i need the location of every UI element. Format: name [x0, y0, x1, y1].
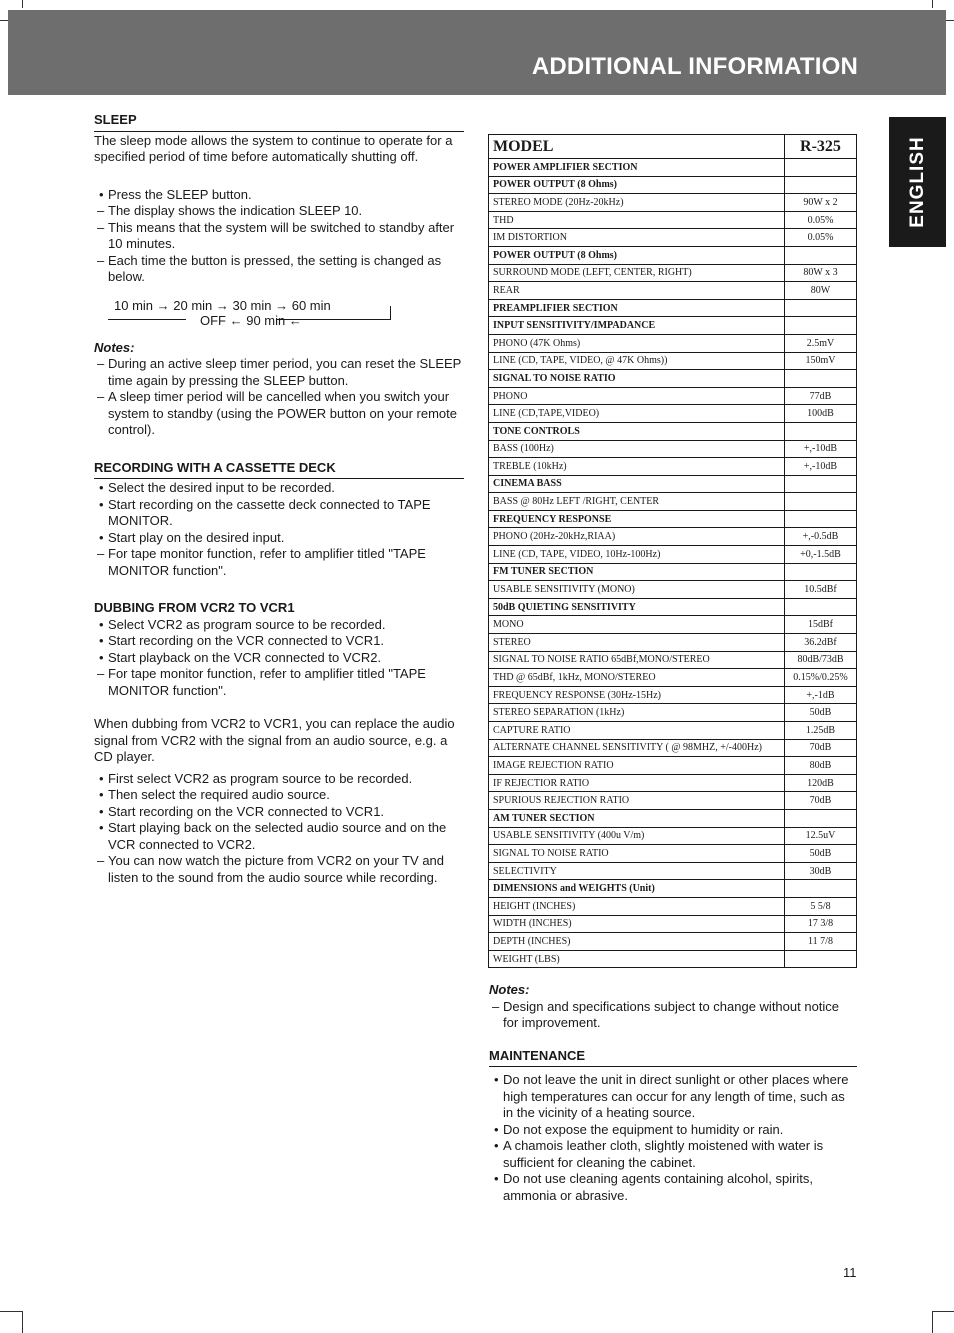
recording-section: [94, 460, 464, 580]
table-row: [489, 651, 857, 669]
list-item: – For tape monitor function, refer to amplifier titled "TAPE MONITOR function".: [94, 546, 464, 579]
list-item: • Start playback on the VCR connected to VCR2.: [94, 650, 464, 667]
sleep-cycle-diagram: [94, 298, 464, 330]
table-row: [489, 176, 857, 194]
model-label: MODEL: [489, 135, 785, 159]
spec-label: FREQUENCY RESPONSE: [489, 510, 785, 528]
list-item: • Do not expose the equipment to humidity or rain.: [489, 1122, 857, 1139]
table-row: [489, 299, 857, 317]
table-row: [489, 581, 857, 599]
spec-label: STEREO SEPARATION (1kHz): [489, 704, 785, 722]
dubbing-section: [94, 600, 464, 886]
maintenance-section: [489, 1048, 857, 1205]
table-row: [489, 370, 857, 388]
spec-label: PHONO (47K Ohms): [489, 334, 785, 352]
table-row: [489, 792, 857, 810]
table-row: [489, 352, 857, 370]
table-row: [489, 387, 857, 405]
spec-label: AM TUNER SECTION: [489, 809, 785, 827]
table-row: [489, 845, 857, 863]
table-row: [489, 211, 857, 229]
spec-value: 17 3/8: [785, 915, 857, 933]
list-item: – Design and specifications subject to change without notice for improvement.: [489, 999, 857, 1032]
table-row: [489, 440, 857, 458]
table-row: [489, 194, 857, 212]
spec-label: LINE (CD, TAPE, VIDEO, @ 47K Ohms)): [489, 352, 785, 370]
spec-value: 100dB: [785, 405, 857, 423]
spec-label: PHONO: [489, 387, 785, 405]
dubbing-audio-steps: [94, 771, 464, 887]
spec-label: SPURIOUS REJECTION RATIO: [489, 792, 785, 810]
spec-label: THD: [489, 211, 785, 229]
table-row: [489, 405, 857, 423]
spec-value: 70dB: [785, 792, 857, 810]
spec-value: 150mV: [785, 352, 857, 370]
spec-value: [785, 370, 857, 388]
spec-value: +,-10dB: [785, 458, 857, 476]
table-row: [489, 686, 857, 704]
spec-value: 12.5uV: [785, 827, 857, 845]
spec-label: DEPTH (INCHES): [489, 933, 785, 951]
language-tab-label: ENGLISH: [906, 136, 928, 228]
spec-value: 0.15%/0.25%: [785, 669, 857, 687]
list-item: • Start recording on the cassette deck connected to TAPE MONITOR.: [94, 497, 464, 530]
spec-label: SIGNAL TO NOISE RATIO: [489, 845, 785, 863]
spec-label: REAR: [489, 282, 785, 300]
spec-label: BASS @ 80Hz LEFT /RIGHT, CENTER: [489, 493, 785, 511]
spec-label: ALTERNATE CHANNEL SENSITIVITY ( @ 98MHZ, +/-400Hz): [489, 739, 785, 757]
spec-notes-heading: Notes:: [489, 982, 530, 997]
page-title: ADDITIONAL INFORMATION: [531, 53, 858, 80]
table-row: [489, 475, 857, 493]
recording-steps: [94, 480, 464, 579]
dubbing-steps: [94, 617, 464, 700]
maintenance-list: [489, 1072, 857, 1204]
spec-value: +,-1dB: [785, 686, 857, 704]
spec-value: 30dB: [785, 862, 857, 880]
spec-label: DIMENSIONS and WEIGHTS (Unit): [489, 880, 785, 898]
list-item: – For tape monitor function, refer to amplifier titled "TAPE MONITOR function".: [94, 666, 464, 699]
table-row: [489, 722, 857, 740]
table-row: [489, 616, 857, 634]
spec-label: IF REJECTIOR RATIO: [489, 774, 785, 792]
spec-value: [785, 598, 857, 616]
list-item: – The display shows the indication SLEEP 10.: [94, 203, 464, 220]
list-item: • Do not leave the unit in direct sunlight or other places where high temperatures can occur for any length of time, such as in the vicinity of a heating source.: [489, 1072, 857, 1122]
dubbing-paragraph: When dubbing from VCR2 to VCR1, you can replace the audio signal from VCR2 with the signal from an audio source, e.g. a CD player.: [94, 716, 455, 764]
spec-notes-list: [489, 999, 857, 1032]
spec-label: FREQUENCY RESPONSE (30Hz-15Hz): [489, 686, 785, 704]
spec-value: 90W x 2: [785, 194, 857, 212]
list-item: – Each time the button is pressed, the setting is changed as below.: [94, 253, 464, 286]
crop-mark: [932, 1311, 933, 1333]
recording-heading: RECORDING WITH A CASSETTE DECK: [94, 460, 464, 480]
spec-label: LINE (CD,TAPE,VIDEO): [489, 405, 785, 423]
table-row: [489, 915, 857, 933]
spec-value: +,-0.5dB: [785, 528, 857, 546]
crop-mark: [932, 1311, 954, 1312]
left-column: [94, 112, 464, 886]
table-row: [489, 458, 857, 476]
table-row: [489, 950, 857, 968]
spec-value: [785, 159, 857, 177]
sleep-heading: SLEEP: [94, 112, 464, 132]
spec-label: FM TUNER SECTION: [489, 563, 785, 581]
spec-value: 80W: [785, 282, 857, 300]
spec-label: 50dB QUIETING SENSITIVITY: [489, 598, 785, 616]
spec-value: +0,-1.5dB: [785, 546, 857, 564]
list-item: • Start playing back on the selected audio source and on the VCR connected to VCR2.: [94, 820, 464, 853]
dubbing-heading: DUBBING FROM VCR2 TO VCR1: [94, 600, 295, 615]
table-row: [489, 809, 857, 827]
spec-value: [785, 510, 857, 528]
crop-mark: [932, 0, 933, 8]
spec-value: 77dB: [785, 387, 857, 405]
spec-label: WIDTH (INCHES): [489, 915, 785, 933]
spec-value: 10.5dBf: [785, 581, 857, 599]
table-row: [489, 334, 857, 352]
spec-value: [785, 950, 857, 968]
table-row: [489, 546, 857, 564]
model-value: R-325: [785, 135, 857, 159]
table-row: [489, 669, 857, 687]
spec-label: PREAMPLIFIER SECTION: [489, 299, 785, 317]
spec-value: [785, 422, 857, 440]
crop-mark: [22, 0, 23, 8]
table-row: [489, 493, 857, 511]
spec-value: [785, 563, 857, 581]
table-row: [489, 634, 857, 652]
spec-value: 11 7/8: [785, 933, 857, 951]
right-column: [489, 982, 857, 1204]
table-row: [489, 774, 857, 792]
list-item: • Then select the required audio source.: [94, 787, 464, 804]
spec-label: THD @ 65dBf, 1kHz, MONO/STEREO: [489, 669, 785, 687]
spec-value: [785, 246, 857, 264]
table-row: [489, 282, 857, 300]
spec-label: POWER AMPLIFIER SECTION: [489, 159, 785, 177]
spec-label: POWER OUTPUT (8 Ohms): [489, 246, 785, 264]
spec-label: CAPTURE RATIO: [489, 722, 785, 740]
specifications-table: [488, 134, 857, 968]
spec-value: 0.05%: [785, 211, 857, 229]
spec-value: 50dB: [785, 845, 857, 863]
spec-label: USABLE SENSITIVITY (400u V/m): [489, 827, 785, 845]
spec-value: 2.5mV: [785, 334, 857, 352]
table-row: [489, 880, 857, 898]
cycle-return-row: OFF ← 90 min ←: [200, 312, 302, 328]
table-row: [489, 422, 857, 440]
page-number: 11: [843, 1265, 857, 1280]
spec-value: 120dB: [785, 774, 857, 792]
list-item: – During an active sleep timer period, you can reset the SLEEP time again by pressing the SLEEP button.: [94, 356, 464, 389]
spec-value: [785, 809, 857, 827]
language-tab: [889, 117, 946, 247]
spec-value: [785, 880, 857, 898]
table-header-row: [489, 135, 857, 159]
table-row: [489, 704, 857, 722]
list-item: • A chamois leather cloth, slightly moistened with water is sufficient for cleaning the cabinet.: [489, 1138, 857, 1171]
spec-label: PHONO (20Hz-20kHz,RIAA): [489, 528, 785, 546]
spec-value: 50dB: [785, 704, 857, 722]
list-item: • Start recording on the VCR connected to VCR1.: [94, 633, 464, 650]
crop-mark: [22, 1311, 23, 1333]
spec-label: WEIGHT (LBS): [489, 950, 785, 968]
spec-label: INPUT SENSITIVITY/IMPADANCE: [489, 317, 785, 335]
sleep-notes-list: [94, 356, 464, 439]
table-row: [489, 246, 857, 264]
list-item: • Select VCR2 as program source to be recorded.: [94, 617, 464, 634]
spec-value: 1.25dB: [785, 722, 857, 740]
spec-label: IMAGE REJECTION RATIO: [489, 757, 785, 775]
maintenance-heading: MAINTENANCE: [489, 1048, 857, 1068]
spec-value: 70dB: [785, 739, 857, 757]
sleep-notes-heading: Notes:: [94, 339, 135, 355]
spec-value: 36.2dBf: [785, 634, 857, 652]
list-item: – You can now watch the picture from VCR2 on your TV and listen to the sound from the audio source while recording.: [94, 853, 464, 886]
spec-label: BASS (100Hz): [489, 440, 785, 458]
table-row: [489, 229, 857, 247]
table-row: [489, 563, 857, 581]
list-item: • Press the SLEEP button.: [94, 187, 464, 204]
spec-label: USABLE SENSITIVITY (MONO): [489, 581, 785, 599]
spec-label: MONO: [489, 616, 785, 634]
spec-label: CINEMA BASS: [489, 475, 785, 493]
table-row: [489, 933, 857, 951]
list-item: • Select the desired input to be recorded.: [94, 480, 464, 497]
list-item: – A sleep timer period will be cancelled when you switch your system to standby (using the POWER button on your remote control).: [94, 389, 464, 439]
spec-value: +,-10dB: [785, 440, 857, 458]
sleep-intro: The sleep mode allows the system to continue to operate for a specified period of time before automatically shutting off.: [94, 132, 453, 164]
spec-value: 80dB: [785, 757, 857, 775]
table-row: [489, 528, 857, 546]
list-item: – This means that the system will be switched to standby after 10 minutes.: [94, 220, 464, 253]
table-row: [489, 598, 857, 616]
table-row: [489, 739, 857, 757]
table-row: [489, 510, 857, 528]
list-item: • Start recording on the VCR connected to VCR1.: [94, 804, 464, 821]
table-row: [489, 757, 857, 775]
crop-mark: [0, 1311, 22, 1312]
spec-label: TREBLE (10kHz): [489, 458, 785, 476]
spec-value: [785, 299, 857, 317]
spec-label: SURROUND MODE (LEFT, CENTER, RIGHT): [489, 264, 785, 282]
spec-value: 80W x 3: [785, 264, 857, 282]
table-row: [489, 264, 857, 282]
spec-label: SIGNAL TO NOISE RATIO: [489, 370, 785, 388]
list-item: • Start play on the desired input.: [94, 530, 464, 547]
table-row: [489, 897, 857, 915]
cycle-forward-row: 10 min → 20 min → 30 min → 60 min: [114, 297, 331, 313]
sleep-steps: [94, 187, 464, 286]
spec-value: [785, 317, 857, 335]
table-row: [489, 317, 857, 335]
sleep-section: [94, 112, 464, 439]
spec-label: HEIGHT (INCHES): [489, 897, 785, 915]
spec-value: 15dBf: [785, 616, 857, 634]
list-item: • First select VCR2 as program source to be recorded.: [94, 771, 464, 788]
header-banner: [8, 10, 946, 95]
table-row: [489, 862, 857, 880]
spec-value: 80dB/73dB: [785, 651, 857, 669]
list-item: • Do not use cleaning agents containing alcohol, spirits, ammonia or abrasive.: [489, 1171, 857, 1204]
table-row: [489, 827, 857, 845]
spec-label: POWER OUTPUT (8 Ohms): [489, 176, 785, 194]
spec-value: [785, 176, 857, 194]
crop-mark: [0, 20, 8, 21]
spec-value: [785, 475, 857, 493]
spec-value: [785, 493, 857, 511]
spec-label: STEREO: [489, 634, 785, 652]
spec-label: IM DISTORTION: [489, 229, 785, 247]
spec-label: STEREO MODE (20Hz-20kHz): [489, 194, 785, 212]
spec-label: SIGNAL TO NOISE RATIO 65dBf,MONO/STEREO: [489, 651, 785, 669]
spec-label: SELECTIVITY: [489, 862, 785, 880]
crop-mark: [946, 20, 954, 21]
spec-label: TONE CONTROLS: [489, 422, 785, 440]
table-row: [489, 159, 857, 177]
spec-value: 0.05%: [785, 229, 857, 247]
spec-label: LINE (CD, TAPE, VIDEO, 10Hz-100Hz): [489, 546, 785, 564]
spec-value: 5 5/8: [785, 897, 857, 915]
